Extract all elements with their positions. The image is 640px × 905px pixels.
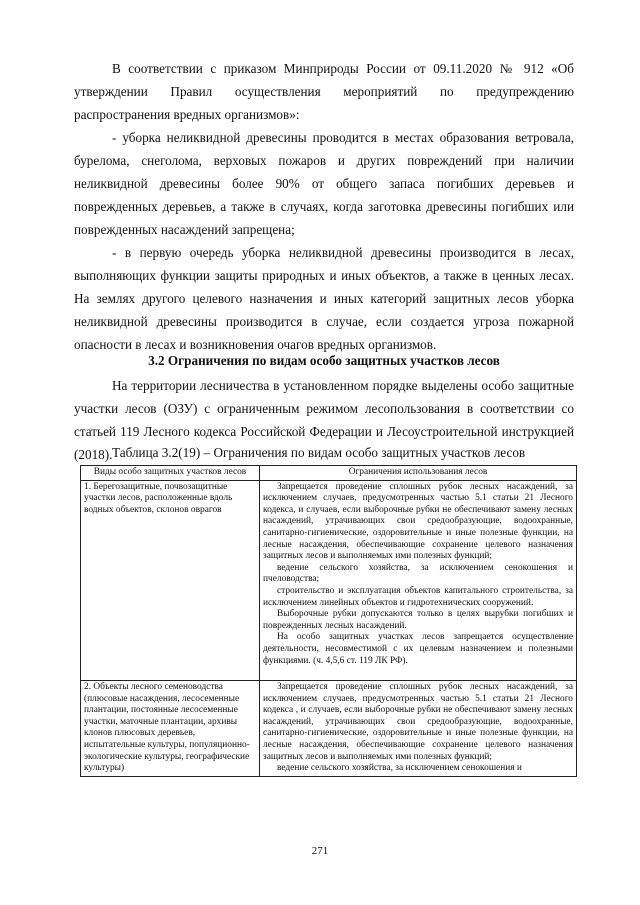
limit-text: ведение сельского хозяйства, за исключением сенокошения и пчеловодства; [263,562,573,585]
restrictions-table [80,465,577,777]
row-type: 1. Берегозащитные, почвозащитные участки лесов, расположенные вдоль водных объектов, склонов оврагов [81,480,260,681]
page-number: 271 [311,845,329,857]
body-text [74,57,574,356]
table-row [81,681,577,777]
limit-text: ведение сельского хозяйства, за исключением сенокошения и [277,763,522,774]
row-type: 2. Объекты лесного семеноводства (плюсовые насаждения, лесосеменные плантации, постоянные лесосеменные участки, маточные плантации, архивы клонов плюсовых деревьев, испытательные культуры, популяционно-экологические культуры, географические культуры) [81,681,260,777]
limit-text: строительство и эксплуатация объектов капитального строительства, за исключением линейных объектов и гидротехнических сооружений. [263,585,573,608]
table-caption: Таблица 3.2(19) – Ограничения по видам особо защитных участков лесов [112,445,526,460]
paragraph-order: В соответствии с приказом Минприроды России от 09.11.2020 № 912 «Об утверждении Правил осуществления мероприятий по предупреждению распространения вредных организмов»: [74,61,574,122]
paragraph-cleanup-rule-2: - в первую очередь уборка неликвидной древесины производится в лесах, выполняющих функции защиты природных и иных объектов, а также в ценных лесах. На землях другого целевого назначения и иных категорий защитных лесов уборка неликвидной древесины производится в случае, если создается угроза пожарной опасности в лесах и возникновения очагов вредных организмов. [74,245,574,352]
table-row [81,480,577,681]
header-limits: Ограничения использования лесов [260,466,577,481]
limit-text: Выборочные рубки допускаются только в целях вырубки погибших и поврежденных лесных насаждений. [263,609,573,631]
header-types: Виды особо защитных участков лесов [81,466,260,481]
paragraph-cleanup-rule-1: - уборка неликвидной древесины проводится в местах образования ветровала, бурелома, снеголома, верховых пожаров и других повреждений при наличии неликвидной древесины более 90% от общего запаса погибших деревьев и поврежденных деревьев, а также в случаях, когда заготовка древесины погибших или поврежденных насаждений запрещена; [74,130,574,237]
limit-text: Запрещается проведение сплошных рубок лесных насаждений, за исключением случаев, предусмотренных частью 5.1 статьи 21 Лесного кодекса , и случаев, если выборочные рубки не обеспечивают замену лесных насаждений, утрачивающих свои средообразующие, водоохранные, санитарно-гигиенические, оздоровительные и иные полезные функции, на лесные насаждения, обеспечивающие сохранение целевого назначения защитных лесов и выполняемых ими полезных функций; [263,682,573,762]
section-heading: 3.2 Ограничения по видам особо защитных участков лесов [148,353,500,368]
limit-text: На особо защитных участках лесов запрещается осуществление деятельности, несовместимой с их целевым назначением и полезными функциями. (ч. 4,5,6 ст. 119 ЛК РФ). [263,632,573,666]
intro-text: На территории лесничества в установленном порядке выделены особо защитные участки лесов (ОЗУ) с ограниченным режимом лесопользования в соответствии со статьей 119 Лесного кодекса Российской Федерации и Лесоустроительной инструкцией (2018). [74,378,574,462]
limit-text: Запрещается проведение сплошных рубок лесных насаждений, за исключением случаев, предусмотренных частью 5.1 статьи 21 Лесного кодекса, и случаев, если выборочные рубки не обеспечивают замену лесных насаждений, утрачивающих свои средообразующие, водоохранные, санитарно-гигиенические, оздоровительные и иные полезные функции, на лесные насаждения, обеспечивающие сохранение целевого назначения защитных лесов и выполняемых ими полезных функций; [263,481,573,562]
row-limits [260,681,577,777]
table-header-row [81,466,577,481]
row-limits [260,480,577,681]
